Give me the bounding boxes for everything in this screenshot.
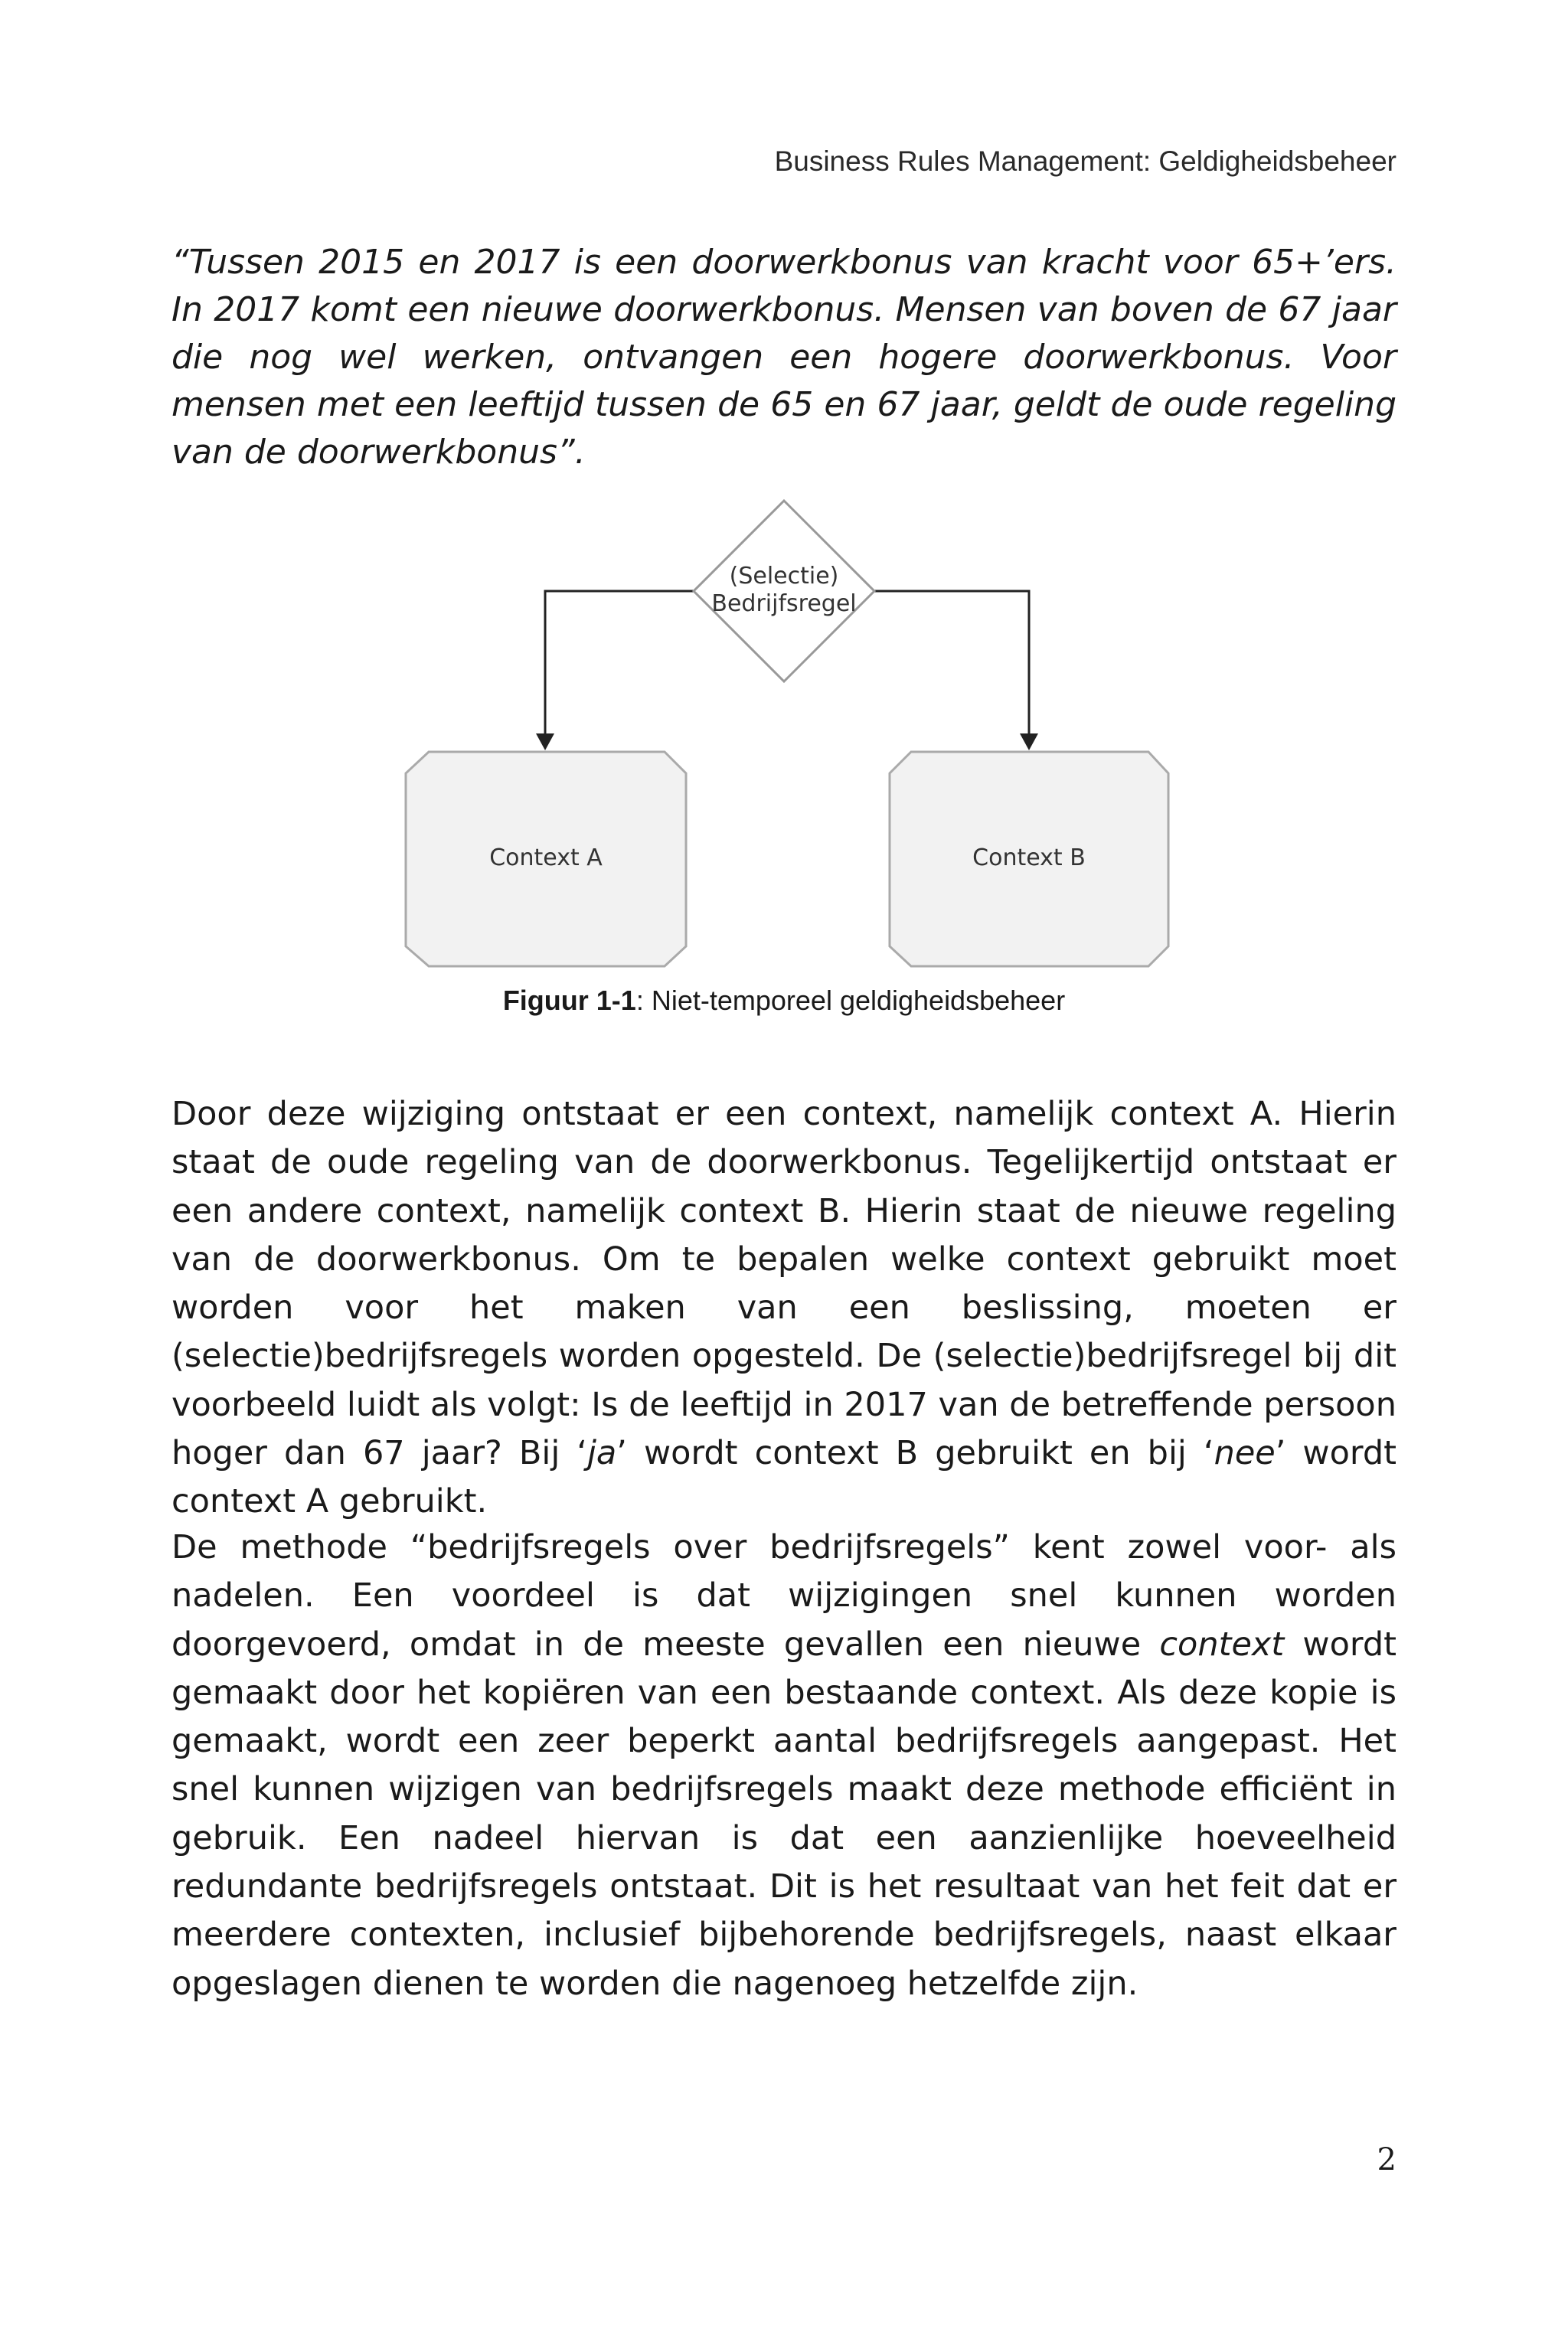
paragraph1-text-3: ’ wordt context A gebruikt.: [172, 1434, 1396, 1521]
connector-to-context-b: [874, 591, 1029, 746]
context-b-label: Context B: [972, 844, 1086, 871]
connector-to-context-a: [545, 591, 694, 746]
decision-label-line2: Bedrijfsregel: [711, 590, 857, 617]
decision-label-line1: (Selectie): [729, 563, 839, 590]
paragraph2-emphasis-context: context: [1159, 1625, 1285, 1664]
context-diagram: [0, 490, 1568, 980]
quote-paragraph: “Tussen 2015 en 2017 is een doorwerkbonus van kracht voor 65+’ers. In 2017 komt een nieuwe doorwerkbonus. Mensen van boven de 67 jaar die nog wel werken, ontvangen een hogere doorwerkbonus. Voor mensen met een leeftijd tussen de 65 en 67 jaar, geldt de oude regeling van de doorwerkbonus”.: [172, 243, 1396, 472]
paragraph1-emphasis-nee: nee: [1214, 1434, 1276, 1473]
figure-caption-separator: :: [635, 985, 652, 1016]
figure-caption: [0, 985, 1568, 1017]
page-number: 2: [1377, 2142, 1396, 2177]
figure-caption-label: Figuur 1-1: [502, 985, 636, 1016]
paragraph1-emphasis-ja: ja: [586, 1434, 617, 1473]
body-paragraph-1: [172, 1090, 1396, 1527]
body-paragraph-2: [172, 1524, 1396, 2008]
arrowhead-context-a: [536, 733, 554, 750]
paragraph1-text-2: ’ wordt context B gebruikt en bij ‘: [616, 1434, 1214, 1473]
paragraph1-text-1: Door deze wijziging ontstaat er een context, namelijk context A. Hierin staat de oude regeling van de doorwerkbonus. Tegelijkertijd ontstaat er een andere context, namelijk context B. Hierin staat de nieuwe regeling van de doorwerkbonus. Om te bepalen welke context gebruikt moet worden voor het maken van een beslissing, moeten er (selectie)bedrijfsregels worden opgesteld. De (selectie)bedrijfsregel bij dit voorbeeld luidt als volgt: Is de leeftijd in 2017 van de betreffende persoon hoger dan 67 jaar? Bij ‘: [172, 1095, 1396, 1473]
paragraph2-text-2: wordt gemaakt door het kopiëren van een bestaande context. Als deze kopie is gemaakt, wordt een zeer beperkt aantal bedrijfsregels aangepast. Het snel kunnen wijzigen van bedrijfsregels maakt deze methode efficiënt in gebruik. Een nadeel hiervan is dat een aanzienlijke hoeveelheid redundante bedrijfsregels ontstaat. Dit is het resultaat van het feit dat er meerdere contexten, inclusief bijbehorende bedrijfsregels, naast elkaar opgeslagen dienen te worden die nagenoeg hetzelfde zijn.: [172, 1625, 1396, 2003]
running-header: Business Rules Management: Geldigheidsbeheer: [774, 145, 1396, 177]
figure-caption-text: Niet-temporeel geldigheidsbeheer: [651, 985, 1066, 1016]
context-a-label: Context A: [489, 844, 603, 871]
arrowhead-context-b: [1020, 733, 1038, 750]
paragraph2-text-1: De methode “bedrijfsregels over bedrijfsregels” kent zowel voor- als nadelen. Een voordeel is dat wijzigingen snel kunnen worden doorgevoerd, omdat in de meeste gevallen een nieuwe: [172, 1528, 1396, 1664]
